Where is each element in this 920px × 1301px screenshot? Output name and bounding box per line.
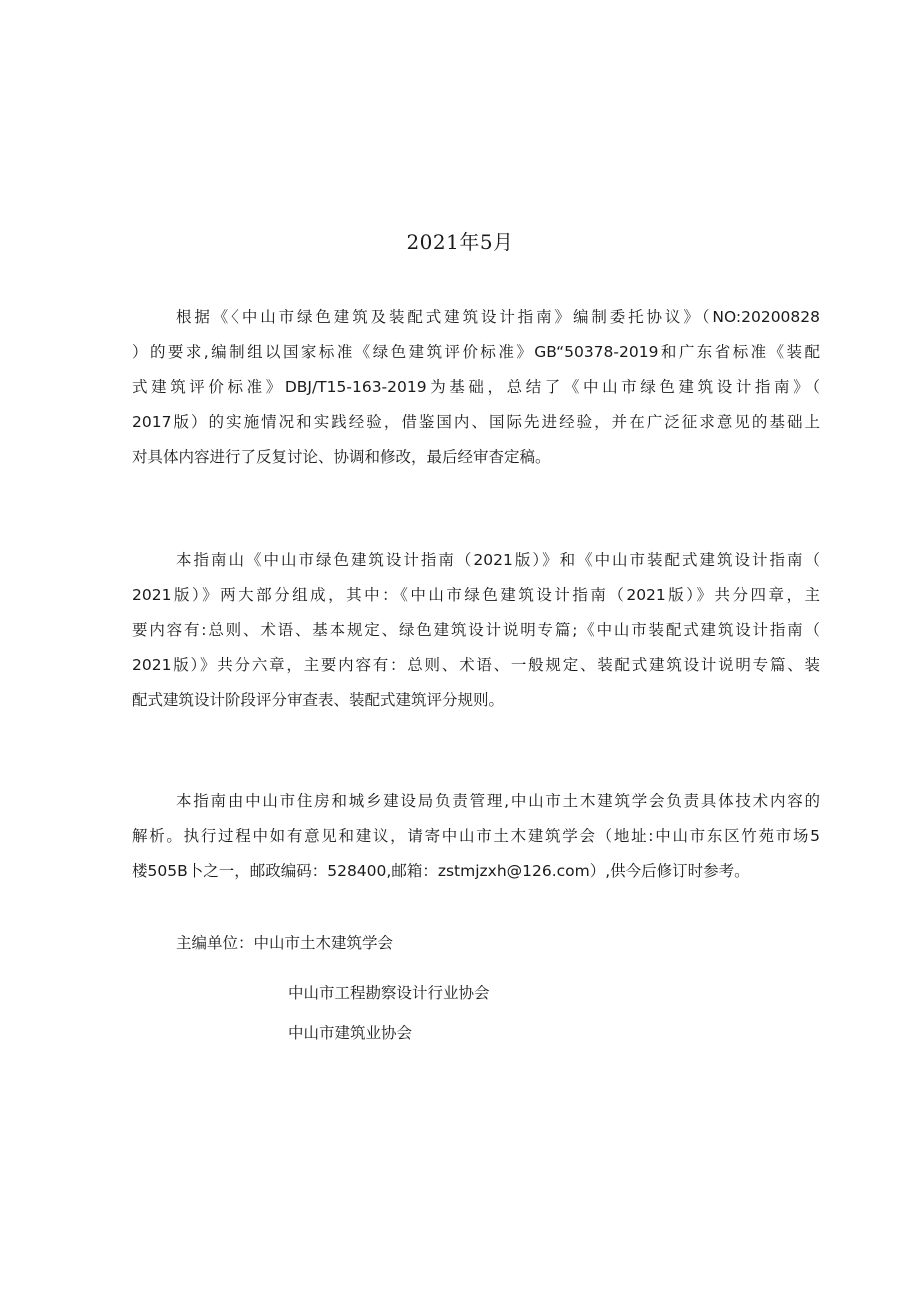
- paragraph-line: 根据《〈中山市绿色建筑及装配式建筑设计指南》编制委托协议》（NO:20200828: [176, 308, 820, 326]
- paragraph-line: 2021版）》共分六章，主要内容有：总则、术语、一般规定、装配式建筑设计说明专篇、装: [132, 656, 820, 674]
- paragraph-background: [132, 300, 820, 475]
- document-date: 2021年5月: [406, 230, 514, 254]
- paragraph-line: 2017版）的实施情况和实践经验，借鉴国内、国际先进经验，并在广泛征求意见的基础上: [132, 413, 820, 431]
- paragraph-line: 本指南由中山市住房和城乡建设局负责管理,中山市土木建筑学会负责具体技术内容的: [176, 792, 820, 810]
- editor-organization: 中山市建筑业协会: [288, 1024, 413, 1042]
- chief-editor-label: 主编单位：中山市土木建筑学会: [176, 934, 394, 952]
- paragraph-line: 本指南山《中山市绿色建筑设计指南（2021版）》和《中山市装配式建筑设计指南（: [176, 551, 820, 569]
- paragraph-line: 配式建筑设计阶段评分审查表、装配式建筑评分规则。: [132, 691, 505, 709]
- paragraph-line: 楼505B卜之一，邮政编码：528400,邮箱：zstmjzxh@126.com）,供今后修订时参考。: [132, 862, 750, 880]
- paragraph-line: 式建筑评价标准》DBJ/T15-163-2019为基础，总结了《中山市绿色建筑设计指南》（: [132, 378, 820, 396]
- paragraph-line: 对具体内容进行了反复讨论、协调和修改，最后经审杳定稿。: [132, 448, 551, 466]
- paragraph-line: ）的要求,编制组以国家标准《绿色建筑评价标准》GB“50378-2019和广东省标准《装配: [132, 343, 820, 361]
- paragraph-line: 解析。执行过程中如有意见和建议，请寄中山市土木建筑学会（地址:中山市东区竹苑市场5: [132, 827, 820, 845]
- paragraph-structure: [132, 543, 820, 718]
- editor-organization: 中山市工程勘察设计行业协会: [288, 984, 490, 1002]
- paragraph-management: [132, 784, 820, 889]
- paragraph-line: 要内容有:总则、术语、基本规定、绿色建筑设计说明专篇;《中山市装配式建筑设计指南（: [132, 621, 820, 639]
- paragraph-line: 2021版）》两大部分组成，其中：《中山市绿色建筑设计指南（2021版）》共分四章，主: [132, 586, 820, 604]
